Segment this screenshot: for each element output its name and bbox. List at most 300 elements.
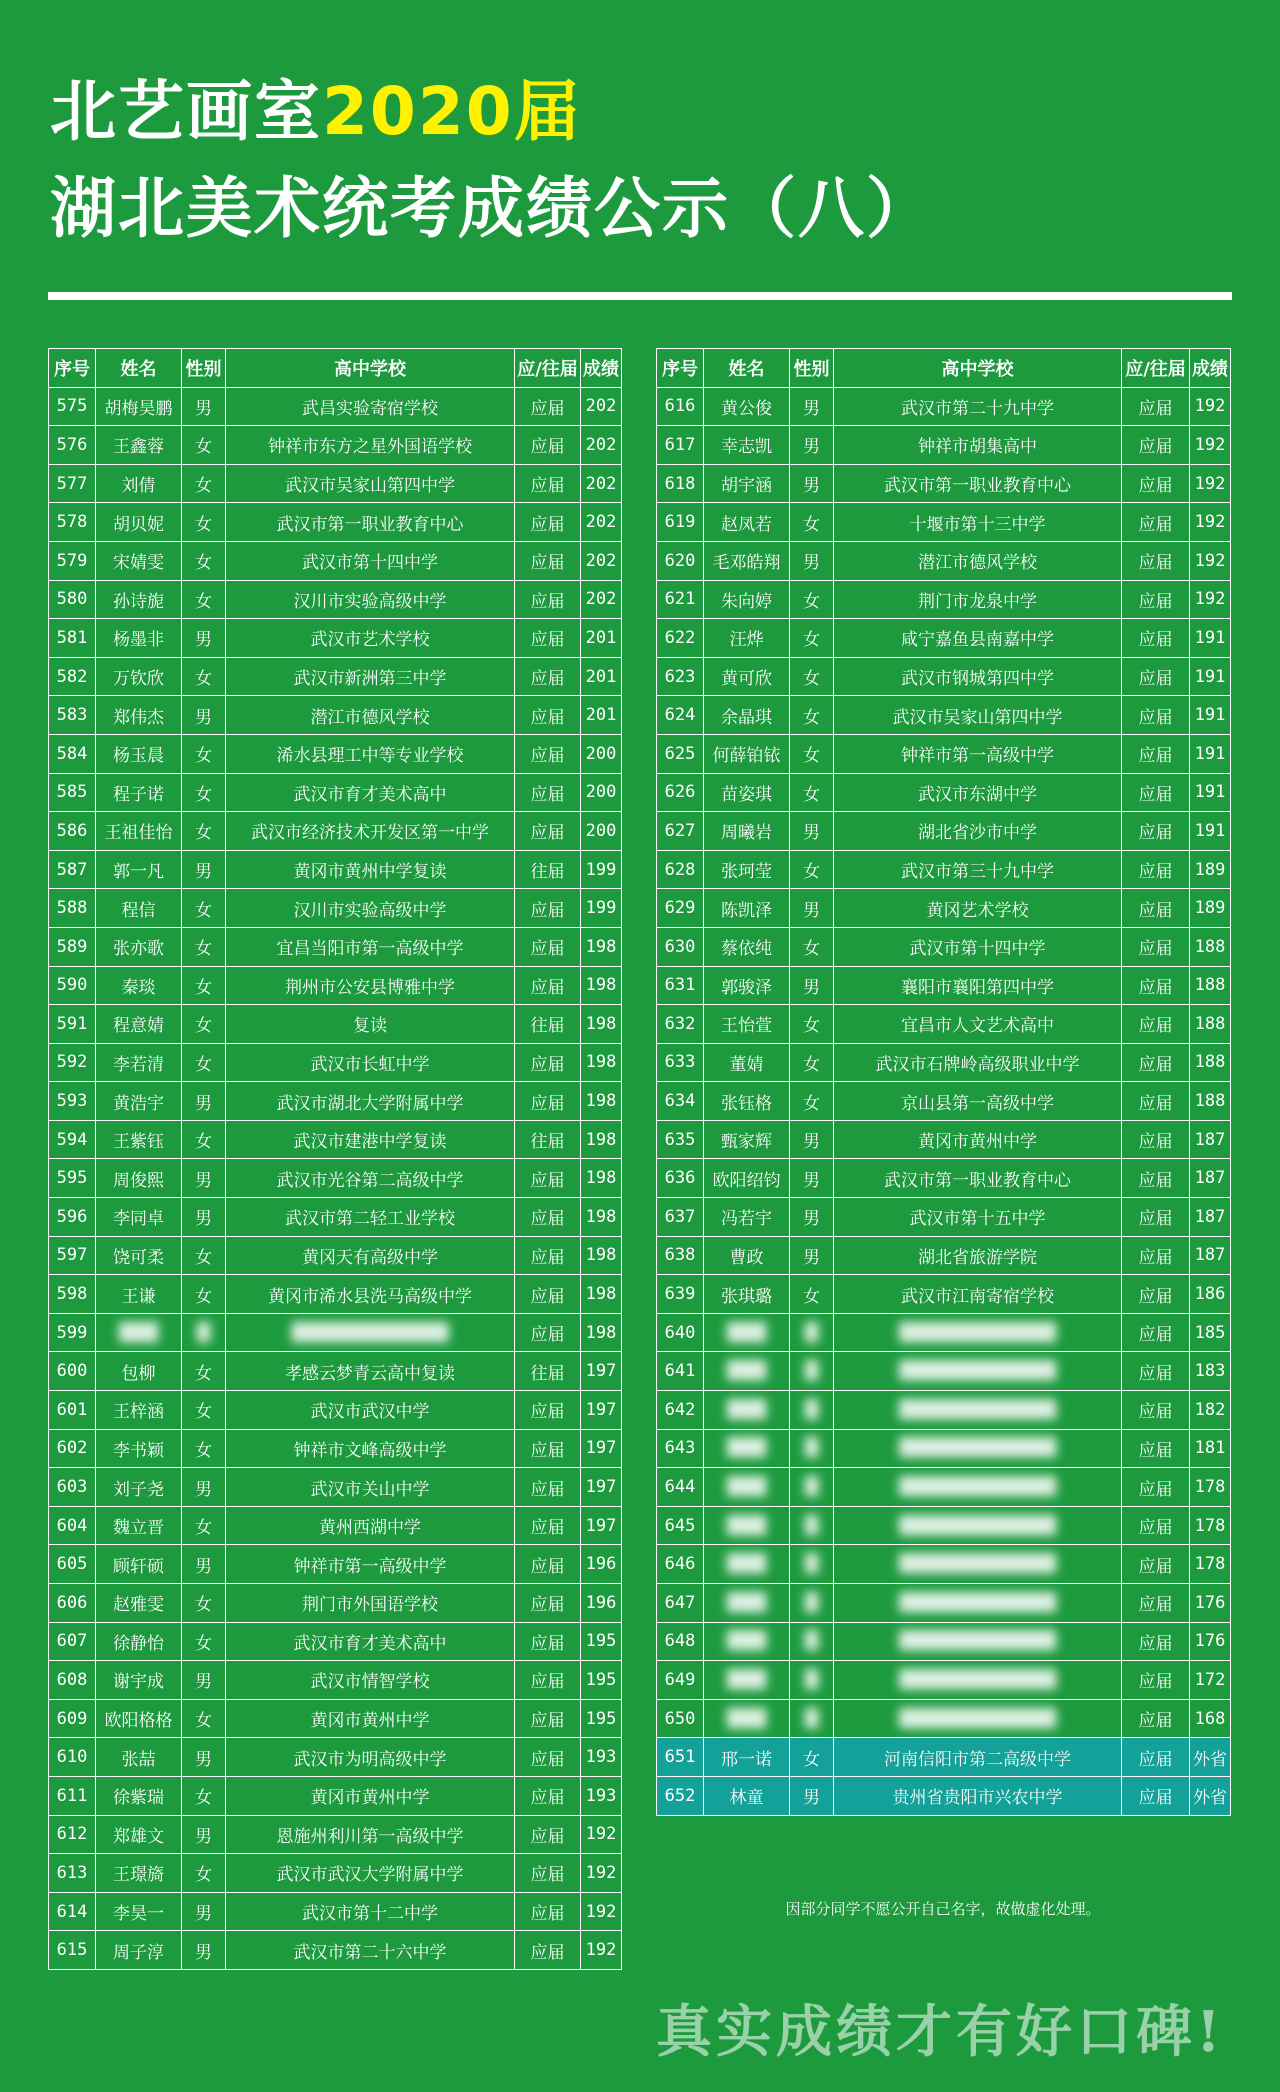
cell-gender: 男 (182, 1892, 226, 1931)
cell-score: 200 (581, 812, 622, 851)
cell-gender: 男 (182, 1468, 226, 1507)
cell-status: 应届 (515, 1082, 581, 1121)
cell-school: 武汉市经济技术开发区第一中学 (226, 812, 515, 851)
table-row (657, 850, 1231, 889)
cell-name (704, 1429, 790, 1468)
cell-status: 应届 (1122, 387, 1190, 426)
cell-score: 外省 (1190, 1738, 1231, 1777)
privacy-footnote: 因部分同学不愿公开自己名字，故做虚化处理。 (785, 1900, 1101, 1918)
cell-gender: 女 (182, 580, 226, 619)
cell-seq: 608 (49, 1661, 96, 1700)
cell-gender: 男 (790, 1198, 834, 1237)
cell-name: 张亦歌 (96, 927, 182, 966)
cell-seq: 610 (49, 1738, 96, 1777)
cell-score: 197 (581, 1506, 622, 1545)
cell-name: 谢宇成 (96, 1661, 182, 1700)
cell-score: 202 (581, 464, 622, 503)
cell-gender: 女 (182, 1776, 226, 1815)
cell-gender: 男 (182, 1738, 226, 1777)
cell-score: 外省 (1190, 1776, 1231, 1815)
cell-name: 杨玉晨 (96, 734, 182, 773)
cell-gender: 女 (182, 1120, 226, 1159)
table-row (657, 541, 1231, 580)
cell-status: 应届 (515, 773, 581, 812)
cell-gender: 女 (182, 1506, 226, 1545)
cell-name: 周子淳 (96, 1931, 182, 1970)
cell-score: 192 (581, 1931, 622, 1970)
cell-name: 欧阳绍钧 (704, 1159, 790, 1198)
cell-score: 195 (581, 1699, 622, 1738)
blurred-redaction: ████████████ (899, 1592, 1056, 1613)
cell-score: 191 (1190, 696, 1231, 735)
cell-score: 198 (581, 1275, 622, 1314)
cell-seq: 644 (657, 1468, 704, 1507)
table-row (49, 503, 622, 542)
cell-school: 武汉市建港中学复读 (226, 1120, 515, 1159)
cell-gender (790, 1391, 834, 1430)
cell-seq: 609 (49, 1699, 96, 1738)
cell-gender (790, 1429, 834, 1468)
table-row (49, 1776, 622, 1815)
cell-score: 198 (581, 1159, 622, 1198)
cell-seq: 632 (657, 1005, 704, 1044)
table-row (657, 812, 1231, 851)
cell-school: 河南信阳市第二高级中学 (834, 1738, 1122, 1777)
cell-seq: 577 (49, 464, 96, 503)
cell-status: 应届 (1122, 696, 1190, 735)
cell-gender: 女 (182, 1352, 226, 1391)
cell-seq: 591 (49, 1005, 96, 1044)
cell-gender: 女 (182, 1699, 226, 1738)
cell-name: 赵雅雯 (96, 1584, 182, 1623)
cell-gender: 男 (182, 850, 226, 889)
cell-name: 王璟旖 (96, 1854, 182, 1893)
cell-status: 应届 (515, 1738, 581, 1777)
scores-table-left (48, 348, 622, 1970)
cell-seq: 598 (49, 1275, 96, 1314)
cell-score: 181 (1190, 1429, 1231, 1468)
table-row (49, 1429, 622, 1468)
cell-status: 应届 (1122, 1198, 1190, 1237)
cell-score: 192 (1190, 426, 1231, 465)
cell-name: 王鑫蓉 (96, 426, 182, 465)
cell-status: 应届 (515, 1275, 581, 1314)
cell-school: 宜昌当阳市第一高级中学 (226, 927, 515, 966)
cell-school: 武汉市第十四中学 (226, 541, 515, 580)
cell-gender: 男 (182, 387, 226, 426)
cell-status: 应届 (1122, 1082, 1190, 1121)
cell-score: 191 (1190, 734, 1231, 773)
cell-gender (790, 1352, 834, 1391)
cell-school: 武汉市关山中学 (226, 1468, 515, 1507)
page-title-line2: 湖北美术统考成绩公示（八） (50, 170, 934, 248)
blurred-redaction: █ (804, 1399, 819, 1420)
cell-gender: 男 (790, 1120, 834, 1159)
cell-gender: 女 (790, 1082, 834, 1121)
cell-school: 武汉市吴家山第四中学 (226, 464, 515, 503)
cell-status: 应届 (515, 580, 581, 619)
cell-status: 往届 (515, 1120, 581, 1159)
cell-gender: 女 (182, 1391, 226, 1430)
cell-score: 198 (581, 1198, 622, 1237)
cell-seq: 650 (657, 1699, 704, 1738)
cell-gender: 女 (182, 1854, 226, 1893)
cell-school: 武汉市第三十九中学 (834, 850, 1122, 889)
cell-gender: 女 (182, 1429, 226, 1468)
blurred-redaction: ████████████ (899, 1361, 1056, 1382)
cell-seq: 595 (49, 1159, 96, 1198)
cell-seq: 606 (49, 1584, 96, 1623)
table-row (657, 1005, 1231, 1044)
cell-status: 应届 (1122, 850, 1190, 889)
cell-score: 198 (581, 1313, 622, 1352)
cell-name: 苗姿琪 (704, 773, 790, 812)
cell-score: 193 (581, 1738, 622, 1777)
cell-score: 185 (1190, 1313, 1231, 1352)
cell-score: 172 (1190, 1661, 1231, 1700)
cell-school: 武汉市艺术学校 (226, 619, 515, 658)
cell-status: 应届 (515, 1468, 581, 1507)
cell-school: 武汉市育才美术高中 (226, 773, 515, 812)
table-row (657, 426, 1231, 465)
cell-school: 武汉市第二十六中学 (226, 1931, 515, 1970)
cell-status: 应届 (1122, 1699, 1190, 1738)
table-row (49, 1198, 622, 1237)
cell-status: 应届 (1122, 1005, 1190, 1044)
table-row (49, 889, 622, 928)
cell-name (704, 1584, 790, 1623)
table-row (49, 1506, 622, 1545)
cell-school: 武汉市第一职业教育中心 (834, 1159, 1122, 1198)
cell-school: 汉川市实验高级中学 (226, 889, 515, 928)
cell-seq: 638 (657, 1236, 704, 1275)
cell-status: 应届 (1122, 1506, 1190, 1545)
cell-name (704, 1313, 790, 1352)
table-row (49, 1699, 622, 1738)
cell-status: 应届 (1122, 1776, 1190, 1815)
cell-score: 197 (581, 1352, 622, 1391)
cell-score: 187 (1190, 1159, 1231, 1198)
cell-gender: 男 (182, 1082, 226, 1121)
cell-score: 197 (581, 1391, 622, 1430)
cell-score: 202 (581, 503, 622, 542)
table-row (657, 1391, 1231, 1430)
cell-name: 冯若宇 (704, 1198, 790, 1237)
cell-gender: 女 (182, 1005, 226, 1044)
blurred-redaction: ████████████ (899, 1708, 1056, 1729)
cell-name: 黄浩宇 (96, 1082, 182, 1121)
cell-gender: 女 (790, 1043, 834, 1082)
cell-school: 黄冈市黄州中学 (834, 1120, 1122, 1159)
cell-gender: 女 (182, 1275, 226, 1314)
cell-score: 192 (581, 1815, 622, 1854)
cell-name: 刘子尧 (96, 1468, 182, 1507)
table-row (657, 657, 1231, 696)
cell-status: 应届 (515, 387, 581, 426)
blurred-redaction: ███ (726, 1361, 767, 1382)
cell-school: 黄冈天有高级中学 (226, 1236, 515, 1275)
cell-name: 胡宇涵 (704, 464, 790, 503)
cell-name: 张珂莹 (704, 850, 790, 889)
cell-score: 188 (1190, 966, 1231, 1005)
cell-status: 应届 (515, 966, 581, 1005)
cell-name (96, 1313, 182, 1352)
cell-name: 蔡依纯 (704, 927, 790, 966)
cell-seq: 579 (49, 541, 96, 580)
cell-seq: 594 (49, 1120, 96, 1159)
cell-seq: 596 (49, 1198, 96, 1237)
cell-seq: 624 (657, 696, 704, 735)
cell-name: 郭骏泽 (704, 966, 790, 1005)
cell-gender: 女 (790, 580, 834, 619)
cell-school: 武汉市新洲第三中学 (226, 657, 515, 696)
cell-score: 182 (1190, 1391, 1231, 1430)
cell-school: 武汉市第一职业教育中心 (226, 503, 515, 542)
cell-school: 武汉市武汉大学附属中学 (226, 1854, 515, 1893)
cell-school (834, 1313, 1122, 1352)
cell-score: 188 (1190, 1005, 1231, 1044)
cell-gender: 男 (182, 619, 226, 658)
cell-name: 徐静怡 (96, 1622, 182, 1661)
cell-name: 毛邓皓翔 (704, 541, 790, 580)
cell-name (704, 1506, 790, 1545)
cell-score: 197 (581, 1468, 622, 1507)
cell-gender: 女 (790, 619, 834, 658)
table-row (657, 1313, 1231, 1352)
cell-school: 武汉市为明高级中学 (226, 1738, 515, 1777)
table-row (657, 1506, 1231, 1545)
header-seq: 序号 (657, 349, 704, 388)
cell-score: 192 (581, 1892, 622, 1931)
cell-seq: 647 (657, 1584, 704, 1623)
cell-gender: 男 (182, 1159, 226, 1198)
cell-gender: 女 (182, 503, 226, 542)
blurred-redaction: █ (804, 1631, 819, 1652)
cell-status: 应届 (515, 927, 581, 966)
table-row (49, 580, 622, 619)
blurred-redaction: ████████████ (899, 1554, 1056, 1575)
blurred-redaction: ████████████ (291, 1322, 449, 1343)
cell-score: 178 (1190, 1468, 1231, 1507)
cell-school (834, 1699, 1122, 1738)
cell-school: 武汉市第十二中学 (226, 1892, 515, 1931)
cell-name: 程意婧 (96, 1005, 182, 1044)
table-row (49, 657, 622, 696)
cell-gender: 男 (790, 1236, 834, 1275)
cell-score: 202 (581, 426, 622, 465)
cell-score: 191 (1190, 812, 1231, 851)
cell-seq: 623 (657, 657, 704, 696)
cell-gender: 女 (790, 1275, 834, 1314)
table-row (657, 1082, 1231, 1121)
cell-status: 应届 (1122, 1313, 1190, 1352)
cell-status: 应届 (515, 1584, 581, 1623)
cell-name: 汪烨 (704, 619, 790, 658)
table-row (657, 619, 1231, 658)
cell-gender: 男 (790, 464, 834, 503)
cell-seq: 633 (657, 1043, 704, 1082)
cell-school: 潜江市德风学校 (834, 541, 1122, 580)
cell-name: 包柳 (96, 1352, 182, 1391)
cell-seq: 597 (49, 1236, 96, 1275)
cell-gender: 女 (790, 657, 834, 696)
header-score: 成绩 (581, 349, 622, 388)
table-row (49, 1236, 622, 1275)
cell-seq: 652 (657, 1776, 704, 1815)
cell-score: 189 (1190, 889, 1231, 928)
cell-name: 李同卓 (96, 1198, 182, 1237)
cell-status: 应届 (1122, 1236, 1190, 1275)
cell-seq: 635 (657, 1120, 704, 1159)
cell-status: 应届 (515, 1391, 581, 1430)
cell-gender: 男 (182, 1661, 226, 1700)
cell-seq: 576 (49, 426, 96, 465)
cell-score: 198 (581, 966, 622, 1005)
cell-school (834, 1391, 1122, 1430)
table-row (49, 1352, 622, 1391)
cell-name: 林童 (704, 1776, 790, 1815)
cell-gender: 男 (790, 1776, 834, 1815)
cell-school: 黄冈市浠水县洗马高级中学 (226, 1275, 515, 1314)
blurred-redaction: ████████████ (899, 1477, 1056, 1498)
cell-school: 武汉市钢城第四中学 (834, 657, 1122, 696)
cell-school: 武汉市第十五中学 (834, 1198, 1122, 1237)
cell-gender: 女 (790, 927, 834, 966)
cell-school: 黄州西湖中学 (226, 1506, 515, 1545)
cell-score: 196 (581, 1545, 622, 1584)
cell-name: 王梓涵 (96, 1391, 182, 1430)
cell-status: 应届 (515, 1236, 581, 1275)
cell-score: 193 (581, 1776, 622, 1815)
table-row (657, 889, 1231, 928)
cell-school: 武汉市江南寄宿学校 (834, 1275, 1122, 1314)
cell-school: 咸宁嘉鱼县南嘉中学 (834, 619, 1122, 658)
cell-name: 郑雄文 (96, 1815, 182, 1854)
cell-seq: 620 (657, 541, 704, 580)
header-status: 应/往届 (1122, 349, 1190, 388)
header-school: 高中学校 (226, 349, 515, 388)
cell-seq: 618 (657, 464, 704, 503)
cell-gender: 女 (790, 850, 834, 889)
cell-name: 程信 (96, 889, 182, 928)
cell-school (834, 1468, 1122, 1507)
cell-name: 程子诺 (96, 773, 182, 812)
cell-status: 应届 (515, 1043, 581, 1082)
blurred-redaction: ████████████ (899, 1322, 1056, 1343)
cell-name: 顾轩硕 (96, 1545, 182, 1584)
cell-score: 198 (581, 1236, 622, 1275)
cell-name: 王谦 (96, 1275, 182, 1314)
cell-seq: 613 (49, 1854, 96, 1893)
cell-status: 应届 (1122, 812, 1190, 851)
table-row (49, 773, 622, 812)
cell-school (834, 1506, 1122, 1545)
cell-seq: 639 (657, 1275, 704, 1314)
cell-status: 应届 (1122, 889, 1190, 928)
table-row (49, 1892, 622, 1931)
cell-gender (790, 1545, 834, 1584)
table-row (657, 1198, 1231, 1237)
table-row (657, 580, 1231, 619)
table-header-row (49, 349, 622, 388)
cell-gender: 男 (790, 1159, 834, 1198)
cell-status: 应届 (1122, 1120, 1190, 1159)
cell-score: 187 (1190, 1236, 1231, 1275)
cell-seq: 575 (49, 387, 96, 426)
table-row (49, 464, 622, 503)
cell-name: 王祖佳怡 (96, 812, 182, 851)
cell-status: 应届 (515, 1506, 581, 1545)
cell-name: 胡梅昊鹏 (96, 387, 182, 426)
cell-score: 200 (581, 734, 622, 773)
cell-school: 武汉市湖北大学附属中学 (226, 1082, 515, 1121)
cell-gender: 女 (182, 966, 226, 1005)
cell-gender: 男 (182, 1931, 226, 1970)
cell-name: 幸志凯 (704, 426, 790, 465)
header-school: 高中学校 (834, 349, 1122, 388)
cell-status: 应届 (515, 1815, 581, 1854)
cell-score: 186 (1190, 1275, 1231, 1314)
cell-gender: 女 (182, 889, 226, 928)
cell-school: 恩施州利川第一高级中学 (226, 1815, 515, 1854)
table-row (49, 927, 622, 966)
cell-score: 195 (581, 1622, 622, 1661)
cell-status: 应届 (1122, 580, 1190, 619)
cell-score: 188 (1190, 1043, 1231, 1082)
cell-status: 往届 (515, 1005, 581, 1044)
table-row (49, 696, 622, 735)
cell-school (834, 1429, 1122, 1468)
table-row (49, 1622, 622, 1661)
cell-seq: 627 (657, 812, 704, 851)
cell-status: 应届 (1122, 464, 1190, 503)
cell-gender: 女 (182, 1043, 226, 1082)
cell-status: 应届 (515, 1622, 581, 1661)
table-row (49, 966, 622, 1005)
cell-score: 192 (1190, 387, 1231, 426)
cell-status: 应届 (515, 889, 581, 928)
cell-name: 曹政 (704, 1236, 790, 1275)
cell-name: 黄公俊 (704, 387, 790, 426)
cell-seq: 605 (49, 1545, 96, 1584)
table-row (657, 1236, 1231, 1275)
cell-gender: 女 (182, 426, 226, 465)
table-row (49, 1854, 622, 1893)
cell-name: 徐紫瑞 (96, 1776, 182, 1815)
table-row (657, 1776, 1231, 1815)
cell-status: 应届 (1122, 1622, 1190, 1661)
cell-school: 浠水县理工中等专业学校 (226, 734, 515, 773)
cell-school: 武汉市第一职业教育中心 (834, 464, 1122, 503)
table-row (49, 1313, 622, 1352)
cell-name: 郭一凡 (96, 850, 182, 889)
cell-seq: 616 (657, 387, 704, 426)
blurred-redaction: █ (804, 1477, 819, 1498)
table-row (49, 812, 622, 851)
cell-score: 202 (581, 387, 622, 426)
cell-school (834, 1661, 1122, 1700)
cell-score: 191 (1190, 657, 1231, 696)
table-row (49, 387, 622, 426)
cell-school: 钟祥市第一高级中学 (226, 1545, 515, 1584)
table-row (49, 1815, 622, 1854)
cell-score: 196 (581, 1584, 622, 1623)
cell-name: 李书颖 (96, 1429, 182, 1468)
cell-gender (790, 1699, 834, 1738)
cell-seq: 642 (657, 1391, 704, 1430)
cell-gender (790, 1313, 834, 1352)
cell-score: 198 (581, 1120, 622, 1159)
